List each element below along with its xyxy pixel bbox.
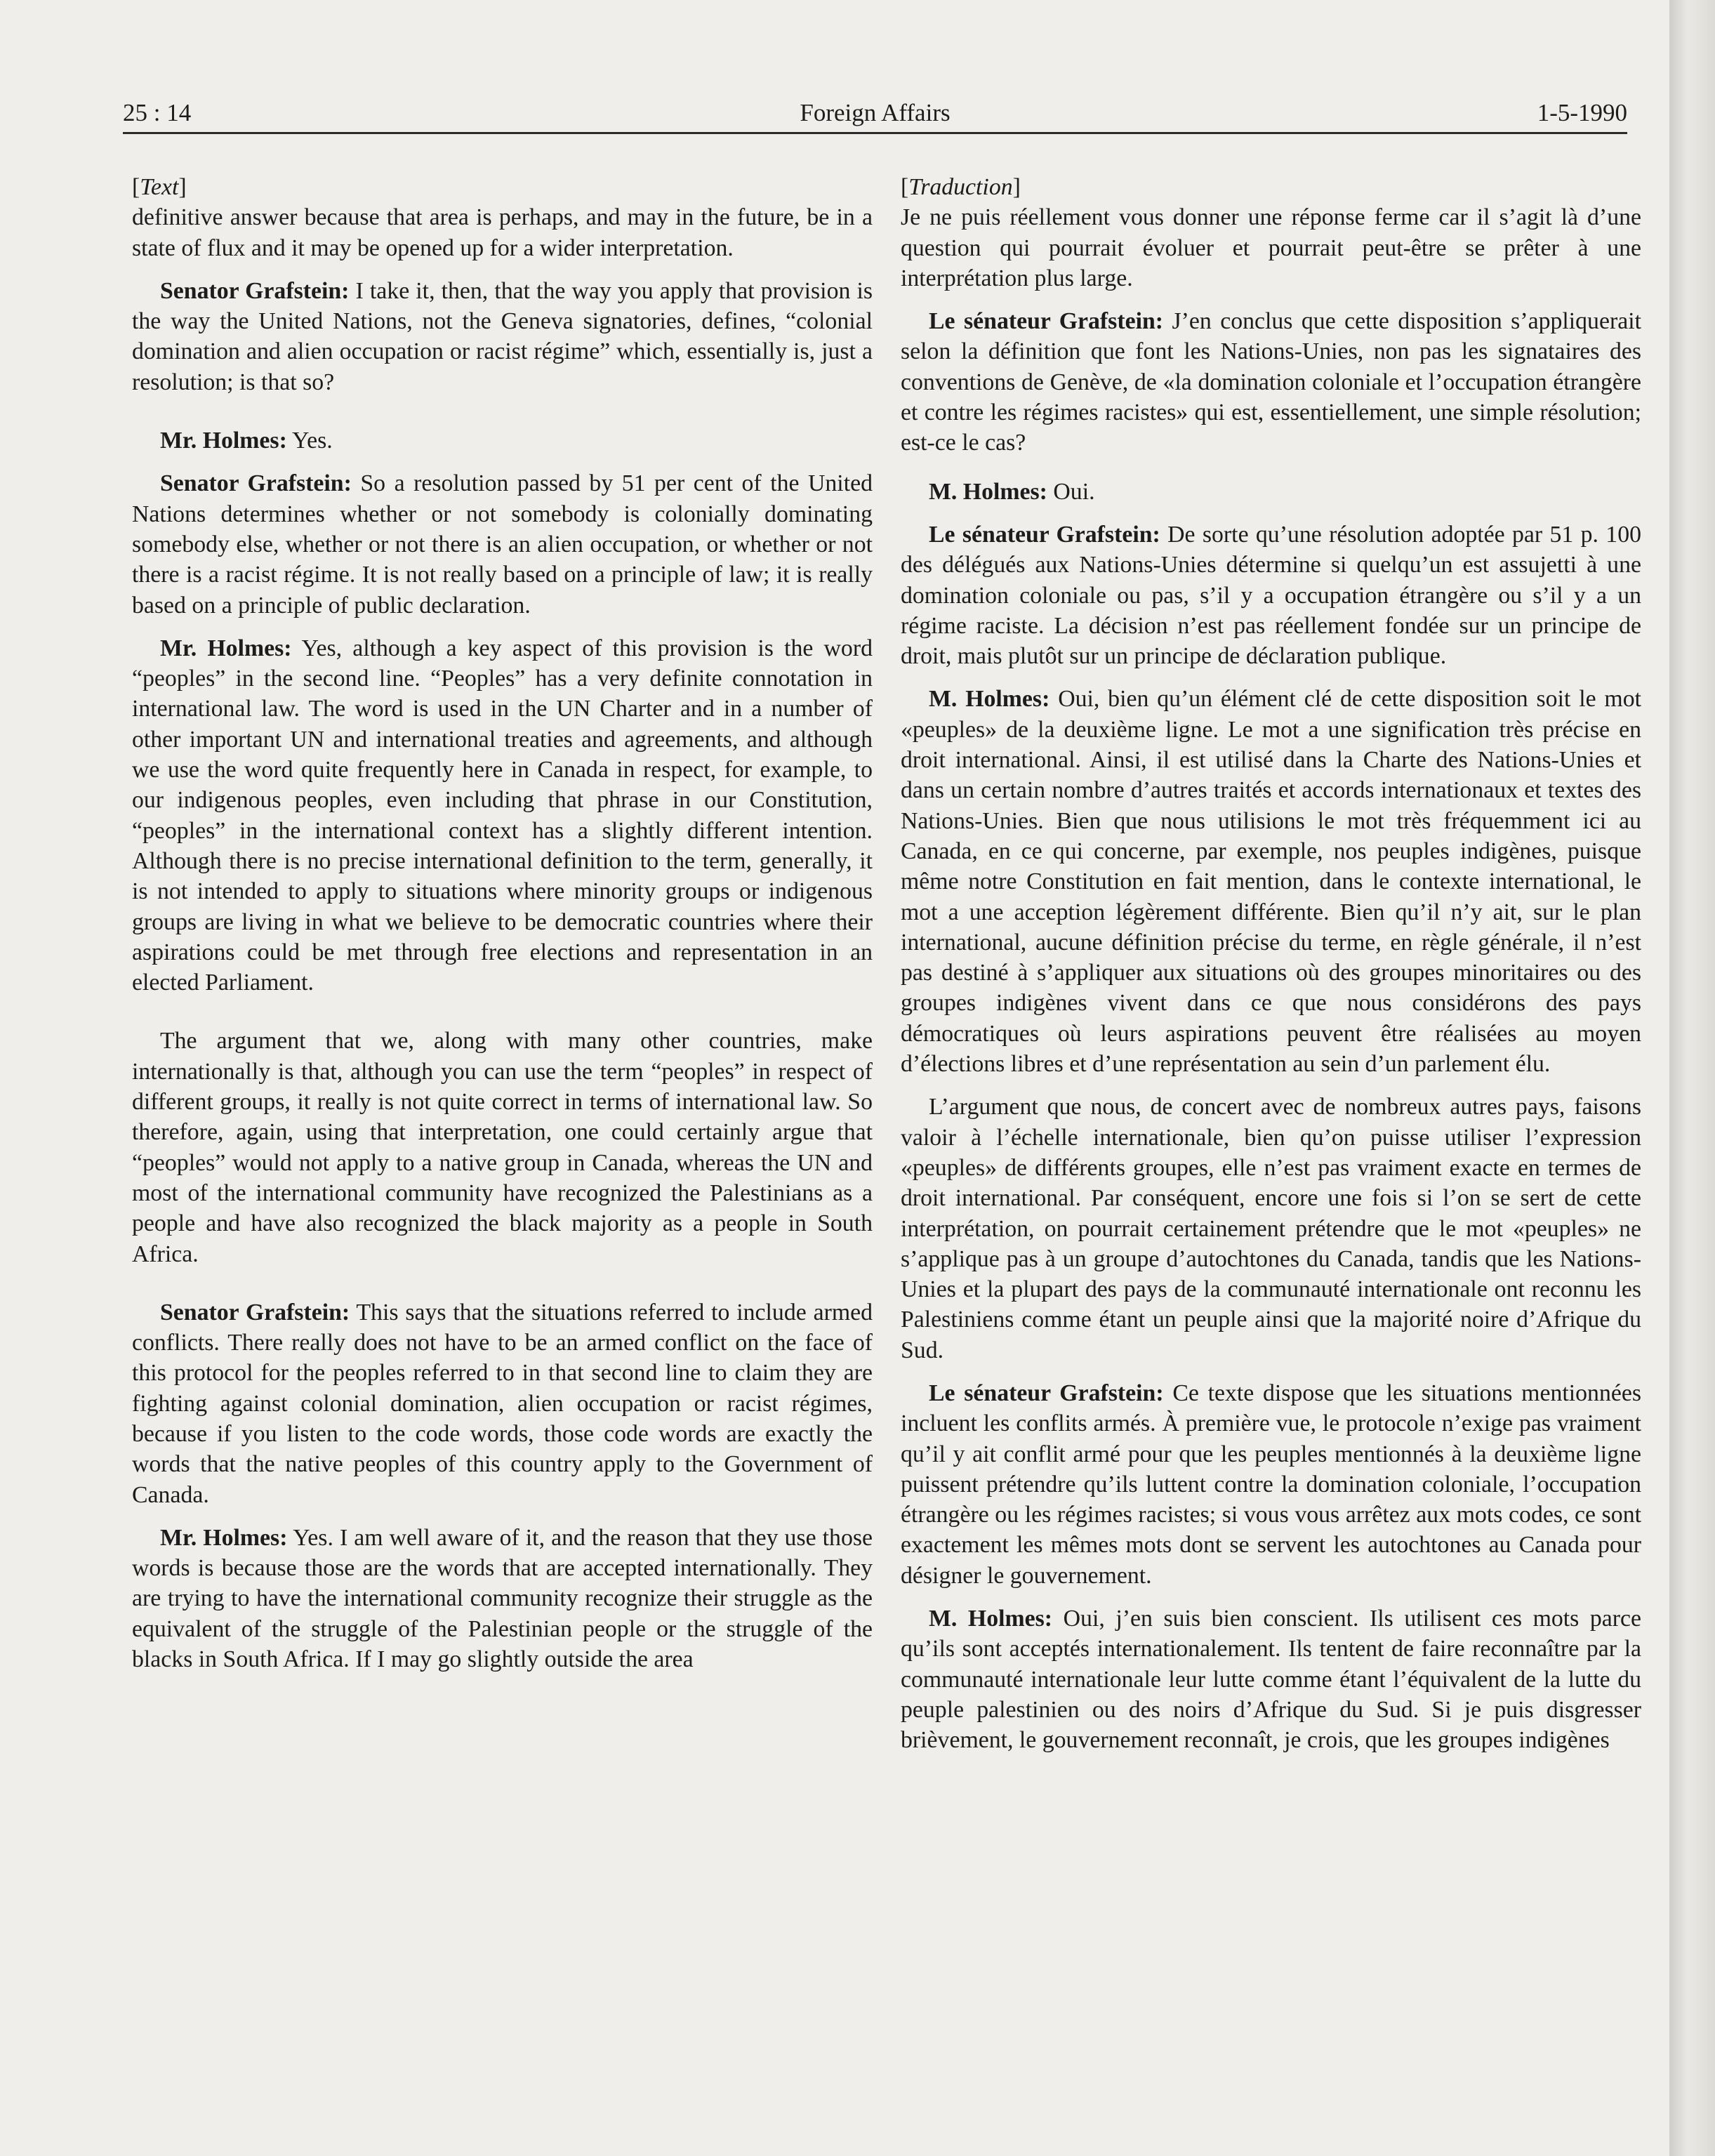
- french-column: [901, 172, 1641, 1768]
- speaker-name: Le sénateur Grafstein:: [929, 308, 1164, 335]
- paragraph: Senator Grafstein: I take it, then, that the way you apply that provision is the way the United Nations, not the Geneva signatories, defines, “colonial domination and alien occupation or racist régime” which, essentially is, just a resolution; is that so?: [132, 277, 873, 395]
- page-reference: 25 : 14: [123, 99, 192, 126]
- speaker-name: M. Holmes:: [929, 1606, 1053, 1632]
- paragraph: L’argument que nous, de concert avec de nombreux autres pays, faisons valoir à l’échelle internationale, bien qu’on puisse utiliser l’expression «peuples» de différents groupes, elle n’est pas vraiment exacte en termes de droit international. Par conséquent, encore une fois si l’on se sert de cette interprétation, on pourrait certainement prétendre que le mot «peuples» ne s’applique pas à un groupe d’autochtones du Canada, tandis que les Nations-Unies et la plupart des pays de la communauté internationale ont reconnu les Palestiniens comme étant un peuple ainsi que la majorité noire d’Afrique du Sud.: [901, 1094, 1641, 1363]
- paragraph: Senator Grafstein: This says that the situations referred to include armed conflicts. There really does not have to be an armed conflict on the face of this protocol for the peoples referred to in that second line to claim they are fighting against colonial domination, alien occupation or racist régimes, because if you listen to the code words, those code words are exactly the words that the native peoples of this country apply to the Government of Canada.: [132, 1299, 873, 1508]
- english-column: [132, 172, 873, 1687]
- speaker-name: M. Holmes:: [929, 478, 1047, 505]
- paragraph: Mr. Holmes: Yes. I am well aware of it, and the reason that they use those words is because those are the words that are accepted internationally. They are trying to have the international community recognize their struggle as the equivalent of the struggle of the Palestinian people or the struggle of the blacks in South Africa. If I may go slightly outside the area: [132, 1524, 873, 1673]
- page-title: Foreign Affairs: [800, 99, 951, 126]
- paragraph: M. Holmes: Oui, bien qu’un élément clé de cette disposition soit le mot «peuples» de la deuxième ligne. Le mot a une signification très précise en droit international. Ainsi, il est utilisé dans la Charte des Nations-Unies et dans un certain nombre d’autres traités et accords internationaux et textes des Nations-Unies. Bien que nous utilisions le mot très fréquemment ici au Canada, en ce qui concerne, par exemple, nos peuples indigènes, puisque même notre Constitution en fait mention, dans le contexte international, le mot a une acception légèrement différente. Bien qu’il n’y ait, sur le plan international, aucune définition précise du terme, en règle générale, il n’est pas destiné à s’appliquer aux situations où des groupes minoritaires ou des groupes indigènes vivent dans ce que nous considérons des pays démocratiques où leurs aspirations peuvent être réalisées au moyen d’élections libres et d’une représentation au sein d’un parlement élu.: [901, 686, 1641, 1078]
- speaker-name: M. Holmes:: [929, 686, 1050, 713]
- speaker-name: Senator Grafstein:: [160, 277, 350, 304]
- speaker-name: Mr. Holmes:: [160, 635, 292, 661]
- paragraph: M. Holmes: Oui, j’en suis bien conscient. Ils utilisent ces mots parce qu’ils sont acceptés internationalement. Ils tentent de faire reconnaître par la communauté internationale leur lutte comme étant l’équivalent de la lutte du peuple palestinien ou des noirs d’Afrique du Sud. Si je puis disgresser brièvement, le gouvernement reconnaît, je crois, que les groupes indigènes: [901, 1606, 1642, 1754]
- paragraph: Le sénateur Grafstein: J’en conclus que cette disposition s’appliquerait selon la définition que font les Nations-Unies, non pas les signataires des conventions de Genève, de «la domination coloniale et l’occupation étrangère et contre les régimes racistes» qui est, essentiellement, une simple résolution; est-ce le cas?: [901, 308, 1641, 456]
- paragraph: Mr. Holmes: Yes.: [160, 428, 333, 454]
- paragraph: The argument that we, along with many other countries, make internationally is that, although you can use the term “peoples” in respect of different groups, it really is not quite correct in terms of international law. So therefore, again, using that interpretation, one could certainly argue that “peoples” would not apply to a native group in Canada, whereas the UN and most of the international community have recognized the Palestinians as a people and have also recognized the black majority as a people in South Africa.: [132, 1028, 873, 1267]
- speaker-name: Le sénateur Grafstein:: [929, 1380, 1164, 1406]
- speaker-name: Mr. Holmes:: [160, 1524, 288, 1551]
- speaker-name: Mr. Holmes:: [160, 428, 287, 454]
- paragraph: definitive answer because that area is perhaps, and may in the future, be in a state of flux and it may be opened up for a wider interpretation.: [132, 204, 873, 261]
- page-date: 1-5-1990: [1537, 99, 1627, 126]
- speaker-name: Le sénateur Grafstein:: [929, 521, 1160, 548]
- page-header: [123, 95, 1627, 131]
- speaker-name: Senator Grafstein:: [160, 1299, 350, 1325]
- speaker-name: Senator Grafstein:: [160, 470, 352, 497]
- column-label: [Traduction]: [901, 174, 1021, 200]
- paragraph: Le sénateur Grafstein: De sorte qu’une résolution adoptée par 51 p. 100 des délégués aux Nations-Unies détermine si quelqu’un est assujetti à une domination coloniale ou pas, s’il y a occupation étrangère ou s’il y a un régime raciste. La décision n’est pas réellement fondée sur un principe de droit, mais plutôt sur un principe de déclaration publique.: [901, 521, 1641, 670]
- paragraph: Mr. Holmes: Yes, although a key aspect of this provision is the word “peoples” in the second line. “Peoples” has a very definite connotation in international law. The word is used in the UN Charter and in a number of other important UN and international treaties and agreements, and although we use the word quite frequently here in Canada in respect, for example, to our indigenous peoples, even including that phrase in our Constitution, “peoples” in the international context has a slightly different intention. Although there is no precise international definition to the term, generally, it is not intended to apply to situations where minority groups or indigenous groups are living in what we believe to be democratic countries where their aspirations could be met through free elections and representation in an elected Parliament.: [132, 635, 873, 996]
- column-label: [Text]: [132, 174, 187, 200]
- page-edge: [1669, 0, 1715, 2156]
- paragraph: Je ne puis réellement vous donner une réponse ferme car il s’agit là d’une question qui pourrait évoluer et pourrait peut-être se prêter à une interprétation plus large.: [901, 204, 1641, 291]
- paragraph: M. Holmes: Oui.: [929, 478, 1095, 505]
- paragraph: Le sénateur Grafstein: Ce texte dispose que les situations mentionnées incluent les conflits armés. À première vue, le protocole n’exige pas vraiment qu’il y ait conflit armé pour que les peuples mentionnés à la deuxième ligne puissent prétendre qu’ils luttent contre la domination coloniale, l’occupation étrangère ou les régimes racistes; si vous vous arrêtez aux mots codes, ce sont exactement les mêmes mots dont se servent les autochtones au Canada pour désigner le gouvernement.: [901, 1380, 1641, 1589]
- header-rule: [123, 132, 1627, 134]
- paragraph: Senator Grafstein: So a resolution passed by 51 per cent of the United Nations determines whether or not somebody is colonially dominating somebody else, whether or not there is an alien occupation, or whether or not there is a racist régime. It is not really based on a principle of law; it is really based on a principle of public declaration.: [132, 470, 873, 619]
